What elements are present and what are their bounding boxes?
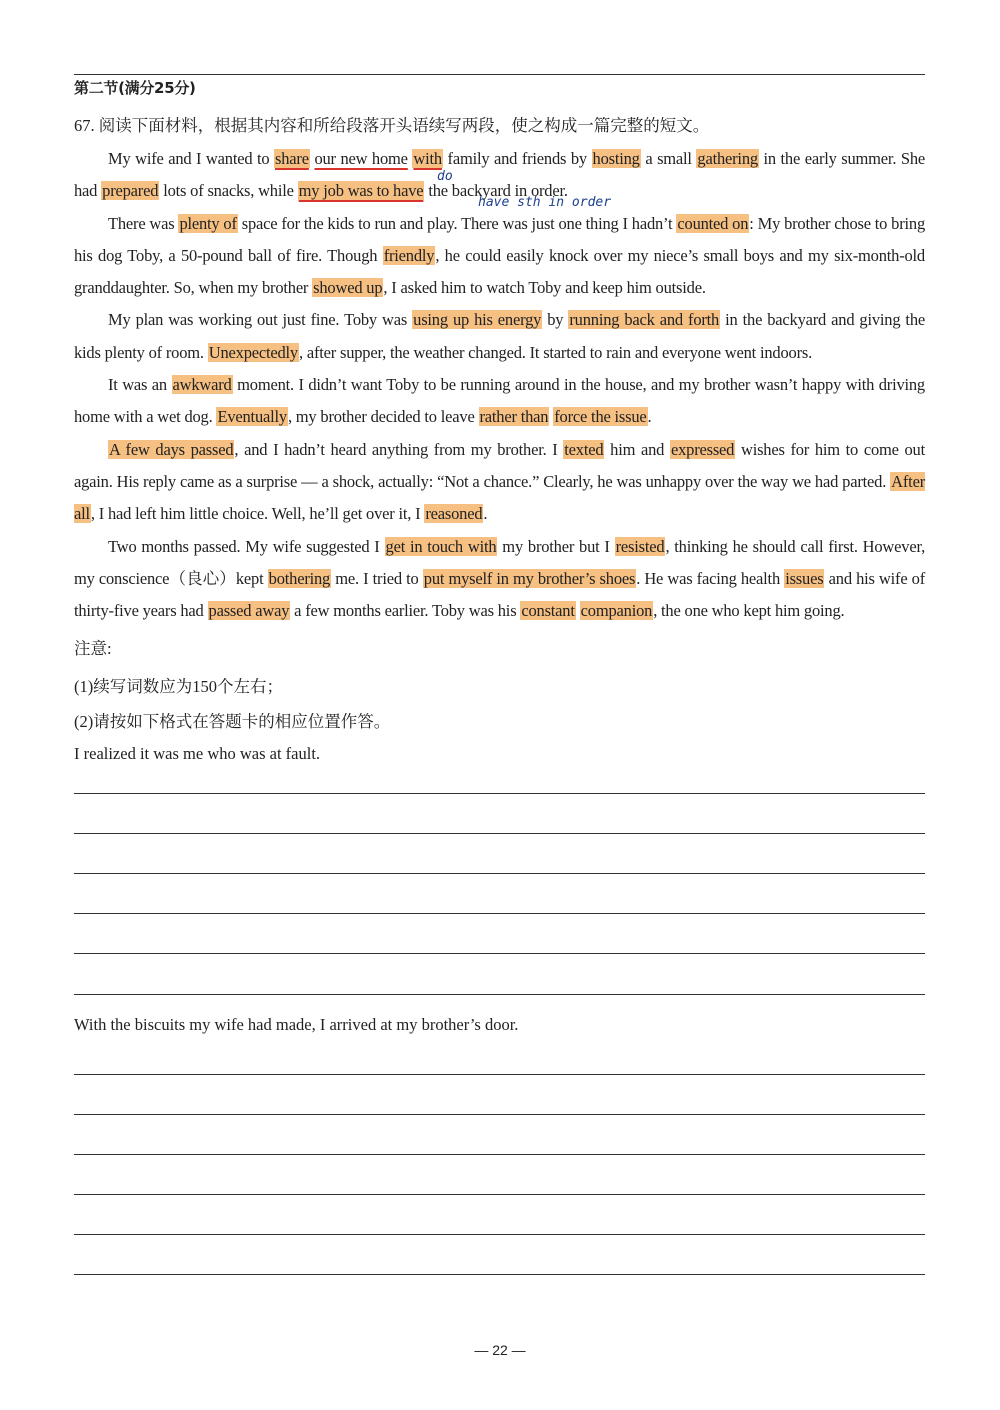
highlight: texted xyxy=(564,439,604,459)
highlight: with xyxy=(413,149,442,168)
note-format: (2)请按如下格式在答题卡的相应位置作答。 xyxy=(74,712,391,731)
highlight: reasoned xyxy=(425,504,483,524)
answer-line[interactable] xyxy=(74,793,925,794)
highlight: prepared xyxy=(102,181,159,201)
answer-line[interactable] xyxy=(74,1194,925,1195)
paragraph-1: My wife and I wanted to share our new home with family and friends by hosting a small gathering in the early summer. She had prepared lots of snacks, while my job was to have the backyard in order. xyxy=(74,149,925,201)
underline: our new home xyxy=(314,149,408,168)
highlight: issues xyxy=(785,568,824,588)
paragraph-3: My plan was working out just fine. Toby was using up his energy by running back and forth in the backyard and giving the kids plenty of room. Unexpectedly, after supper, the weather changed. It started to rain and everyone went indoors. xyxy=(74,310,925,362)
highlight: hosting xyxy=(592,149,640,168)
highlight: Eventually xyxy=(217,407,287,427)
note-word-count: (1)续写词数应为150个左右； xyxy=(74,677,283,696)
handwritten-have-sth-in-order: have sth in order xyxy=(478,195,612,210)
paragraph-2: There was plenty of space for the kids to run and play. There was just one thing I hadn’t counted on: My brother chose to bring his dog Toby, a 50-pound ball of fire. Though friendly, he could easily knock over my niece’s small boys and my six-month-old granddaughter. So, when my brother showed up, I asked him to watch Toby and keep him outside. xyxy=(74,213,926,298)
prompt-second-paragraph: With the biscuits my wife had made, I arrived at my brother’s door. xyxy=(74,1015,519,1034)
answer-line[interactable] xyxy=(74,1154,925,1155)
highlight: companion xyxy=(580,601,653,621)
answer-line[interactable] xyxy=(74,1234,925,1235)
highlight: gathering xyxy=(697,149,758,168)
question-instruction: 67. 阅读下面材料，根据其内容和所给段落开头语续写两段，使之构成一篇完整的短文。 xyxy=(74,116,710,135)
highlight: my job was to have xyxy=(298,181,424,201)
highlight: counted on xyxy=(677,213,749,233)
highlight: share xyxy=(275,149,309,168)
prompt-first-paragraph: I realized it was me who was at fault. xyxy=(74,744,321,763)
paragraph-5: A few days passed, and I hadn’t heard anything from my brother. I texted him and expressed wishes for him to come out again. His reply came as a surprise — a shock, actually: “Not a chance.” Clearly, he was unhappy over the way we had parted. After all, I had left him little choice. Well, he’ll get over it, I reasoned. xyxy=(74,439,925,524)
answer-line[interactable] xyxy=(74,953,925,954)
paragraph-4: It was an awkward moment. I didn’t want Toby to be running around in the house, and my brother wasn’t happy with driving home with a wet dog. Eventually, my brother decided to leave rather than force the issue. xyxy=(74,375,925,427)
paragraph-6: Two months passed. My wife suggested I get in touch with my brother but I resisted, thinking he should call first. However, my conscience（良心）kept bothering me. I tried to put myself in my brother’s shoes. He was facing health issues and his wife of thirty-five years had passed away a few months earlier. Toby was his constant companion, the one who kept him going. xyxy=(74,536,925,621)
highlight: resisted xyxy=(615,536,665,556)
highlight: put myself in my brother’s shoes xyxy=(423,568,636,588)
answer-line[interactable] xyxy=(74,994,925,995)
section-title: 第二节(满分25分) xyxy=(74,79,196,97)
answer-line[interactable] xyxy=(74,913,925,914)
handwritten-do: do xyxy=(437,169,453,184)
answer-line[interactable] xyxy=(74,833,925,834)
answer-line[interactable] xyxy=(74,1274,925,1275)
highlight: Unexpectedly xyxy=(208,342,298,362)
highlight: using up his energy xyxy=(413,310,542,330)
top-divider xyxy=(74,74,925,75)
highlight: showed up xyxy=(313,278,383,298)
highlight: awkward xyxy=(172,375,232,395)
highlight: rather than xyxy=(479,407,549,427)
highlight: force the issue xyxy=(554,407,647,427)
answer-line[interactable] xyxy=(74,873,925,874)
highlight: bothering xyxy=(268,568,331,588)
highlight: constant xyxy=(521,601,575,621)
notes-label: 注意: xyxy=(74,639,112,658)
highlight: plenty of xyxy=(179,213,237,233)
highlight: passed away xyxy=(208,601,290,621)
highlight: friendly xyxy=(383,245,435,265)
answer-line[interactable] xyxy=(74,1074,925,1075)
page-number: — 22 — xyxy=(474,1342,526,1358)
highlight: After all xyxy=(74,471,925,524)
highlight: get in touch with xyxy=(385,536,497,556)
highlight: running back and forth xyxy=(569,310,720,330)
reading-passage xyxy=(74,143,925,627)
answer-line[interactable] xyxy=(74,1114,925,1115)
highlight: A few days passed xyxy=(109,439,234,459)
highlight: expressed xyxy=(670,439,735,459)
